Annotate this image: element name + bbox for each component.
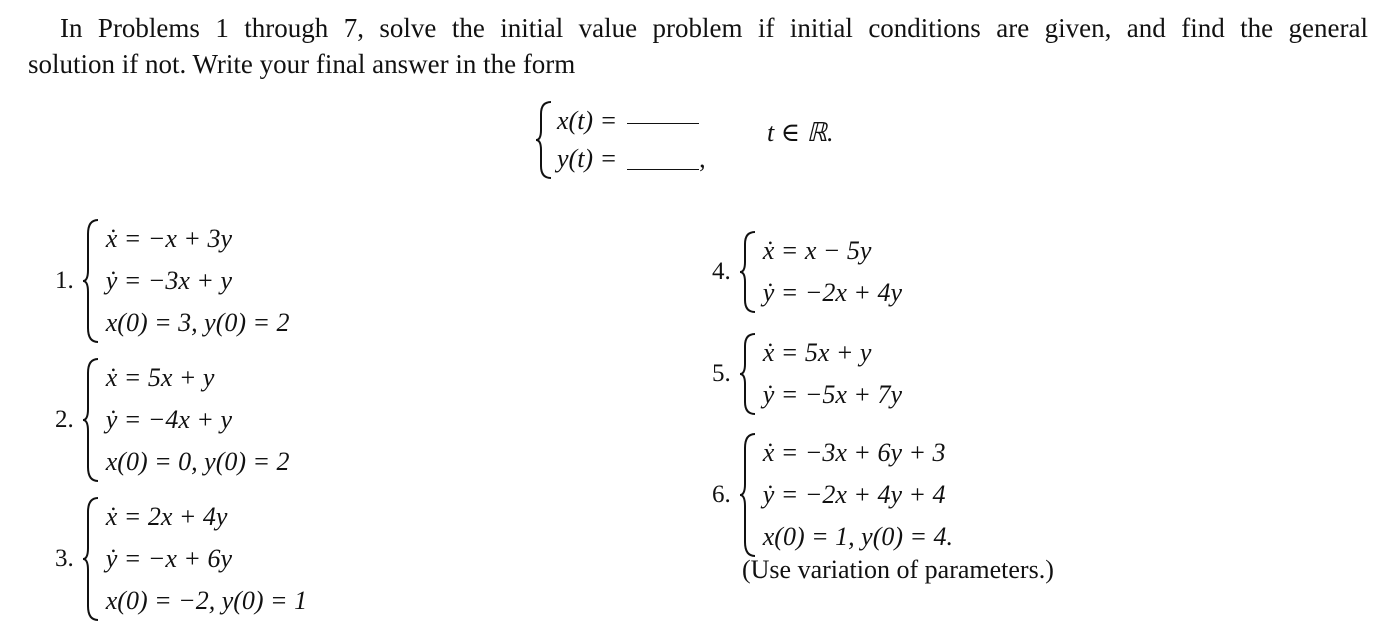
answer-form xyxy=(535,100,706,180)
left-brace xyxy=(739,230,757,314)
form-domain: t ∈ ℝ. xyxy=(767,118,834,147)
initial-conditions: x(0) = 0, y(0) = 2 xyxy=(105,447,290,476)
equation-line: ẏ = −x + 6y xyxy=(105,544,233,573)
form-x-line xyxy=(557,102,706,140)
form-comma: , xyxy=(699,144,706,173)
initial-conditions: x(0) = 3, y(0) = 2 xyxy=(105,308,290,337)
form-y-blank xyxy=(627,168,699,170)
equation-line: ẏ = −2x + 4y + 4 xyxy=(762,480,946,509)
problem-number: 3. xyxy=(55,545,74,572)
left-brace xyxy=(535,100,553,180)
form-x-blank xyxy=(627,122,699,124)
equation-line: ẋ = x − 5y xyxy=(762,236,872,265)
problem-number: 1. xyxy=(55,267,74,294)
instructions-line-1: In Problems 1 through 7, solve the initial value problem if initial conditions are given, and find the general xyxy=(60,13,1368,43)
equation-line: ẏ = −2x + 4y xyxy=(762,278,903,307)
problem-number: 5. xyxy=(712,360,731,387)
equation-line: ẋ = −3x + 6y + 3 xyxy=(762,438,946,467)
problem-6 xyxy=(712,432,953,558)
equation-line: ẏ = −4x + y xyxy=(105,405,233,434)
problem-4 xyxy=(712,230,902,314)
problem-3 xyxy=(55,496,307,622)
problem-5 xyxy=(712,332,902,416)
instructions-line-2: solution if not. Write your final answer in the form xyxy=(28,49,576,79)
problem-number: 4. xyxy=(712,258,731,285)
equation-line: ẏ = −3x + y xyxy=(105,266,233,295)
problem-2 xyxy=(55,357,290,483)
left-brace xyxy=(739,332,757,416)
initial-conditions: x(0) = −2, y(0) = 1 xyxy=(105,586,308,615)
left-brace xyxy=(82,357,100,483)
form-y-line xyxy=(557,140,706,178)
equation-line: ẋ = −x + 3y xyxy=(105,224,233,253)
left-brace xyxy=(82,218,100,344)
form-y-label: y(t) = xyxy=(557,144,618,173)
equation-line: ẋ = 2x + 4y xyxy=(105,502,228,531)
left-brace xyxy=(739,432,757,558)
instructions xyxy=(28,10,1368,82)
equation-line: ẋ = 5x + y xyxy=(762,338,872,367)
left-brace xyxy=(82,496,100,622)
problem-6-note: (Use variation of parameters.) xyxy=(742,555,1054,584)
equation-line: ẏ = −5x + 7y xyxy=(762,380,903,409)
problem-1 xyxy=(55,218,290,344)
equation-line: ẋ = 5x + y xyxy=(105,363,215,392)
form-x-label: x(t) = xyxy=(557,106,618,135)
problem-number: 2. xyxy=(55,406,74,433)
initial-conditions: x(0) = 1, y(0) = 4. xyxy=(762,522,954,551)
problem-number: 6. xyxy=(712,481,731,508)
